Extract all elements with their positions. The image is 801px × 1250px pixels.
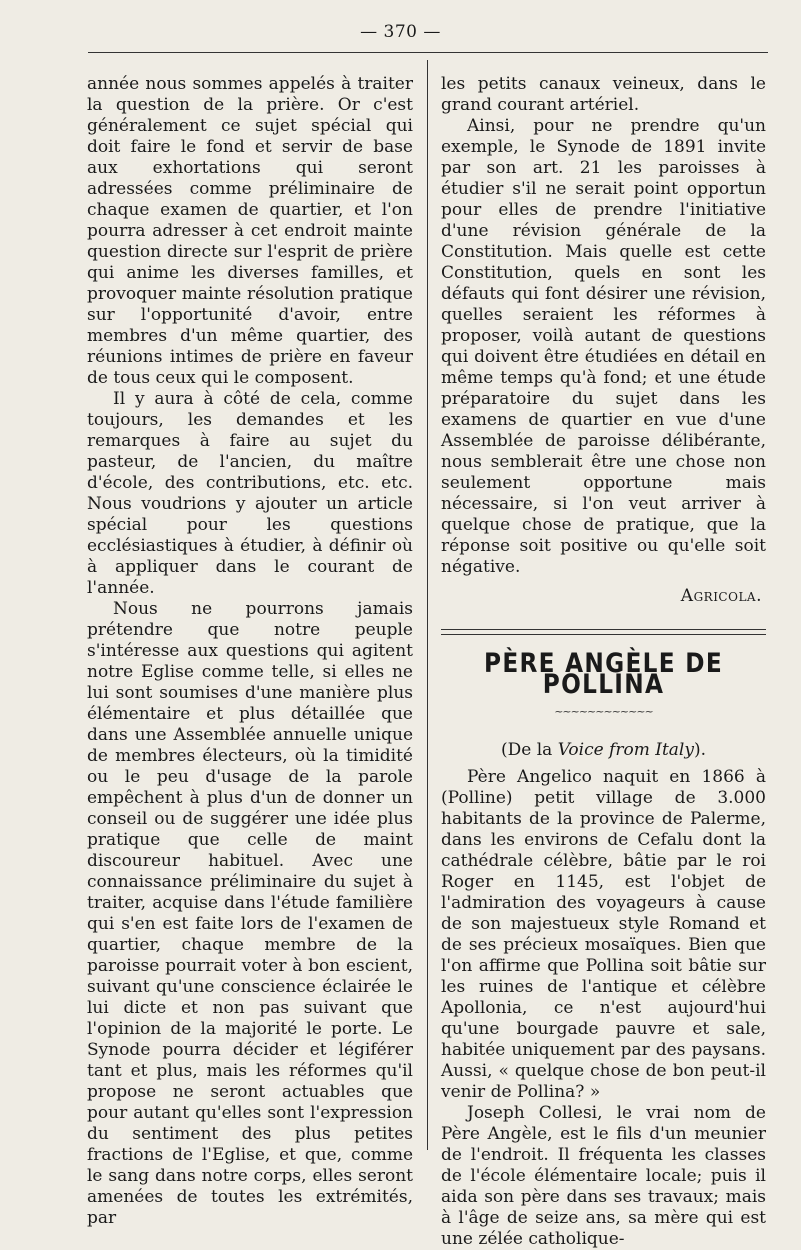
header-rule	[88, 52, 768, 53]
article-signature: Agricola.	[680, 586, 762, 606]
article-title: PÈRE ANGÈLE DE POLLINA	[484, 648, 723, 700]
left-paragraph-3: Nous ne pourrons jamais prétendre que notre peuple s'intéresse aux questions qui agitent notre Eglise comme telle, si elles ne lui sont soumises d'une manière plus élémentaire et plus détaillée que dans une Assemblée annuelle unique de membres électeurs, où la timidité ou le peu d'usage de la parole empêchent à plus d'un de donner un conseil ou de suggérer une idée plus pratique que celle de maint discoureur habituel. Avec une connaissance préliminaire du sujet à traiter, acquise dans l'étude familière qui s'en est faite lors de l'examen de quartier, chaque membre de la paroisse pourrait voter à bon escient, suivant qu'une conscience éclairée le lui dicte et non pas suivant que l'opinion de la majorité le porte. Le Synode pourra décider et légiférer tant et plus, mais les réformes qu'il propose ne seront actuables que pour autant qu'elles sont l'expression du sentiment des plus petites fractions de l'Eglise, et que, comme le sang dans notre corps, elles seront amenées de toutes les extrémités, par	[87, 599, 413, 1228]
right-continuation: les petits canaux veineux, dans le grand courant artériel.	[441, 74, 766, 115]
source-prefix: (De la	[500, 740, 558, 760]
article-separator	[441, 629, 766, 635]
left-paragraph-1: année nous sommes appelés à traiter la question de la prière. Or c'est généralement ce sujet spécial qui doit faire le fond et servir de base aux exhortations qui seront adressées comme préliminaire de chaque examen de quartier, et l'on pourra adresser à cet endroit mainte question directe sur l'esprit de prière qui anime les diverses familles, et provoquer mainte résolution pratique sur l'opportunité d'avoir, entre membres d'un même quartier, des réunions intimes de prière en faveur de tous ceux qui le composent.	[87, 74, 413, 388]
left-column	[87, 74, 413, 1229]
column-divider	[427, 60, 428, 1150]
source-name: Voice from Italy	[557, 740, 694, 760]
article-paragraph-1: Père Angelico naquit en 1866 à (Polline) petit village de 3.000 habitants de la province de Palerme, dans les environs de Cefalu dont la cathédrale célèbre, bâtie par le roi Roger en 1145, est l'objet de l'admiration des voyageurs à cause de son majestueux style Romand et de ses précieux mosaïques. Bien que l'on affirme que Pollina soit bâtie sur les ruines de l'antique et célèbre Apollonia, ce n'est aujourd'hui qu'une bourgade pauvre et sale, habitée uniquement par des paysans. Aussi, « quelque chose de bon peut-il venir de Pollina? »	[441, 767, 766, 1102]
article-source	[441, 740, 766, 761]
title-ornament: ~~~~~~~~~~~~	[554, 705, 653, 718]
right-column	[441, 74, 766, 1250]
source-suffix: ).	[693, 740, 707, 760]
right-paragraph-1: Ainsi, pour ne prendre qu'un exemple, le Synode de 1891 invite par son art. 21 les paroisses à étudier s'il ne serait point opportun pour elles de prendre l'initiative d'une révision générale de la Constitution. Mais quelle est cette Constitution, quels en sont les défauts qui font désirer une révision, quelles seraient les réformes à proposer, voilà autant de questions qui doivent être étudiées en détail en même temps qu'à fond; et une étude préparatoire du sujet dans les examens de quartier en vue d'une Assemblée de paroisse délibérante, nous semblerait être une chose non seulement opportune mais nécessaire, si l'on veut arriver à quelque chose de pratique, que la réponse soit positive ou qu'elle soit négative.	[441, 116, 766, 577]
article-paragraph-2: Joseph Collesi, le vrai nom de Père Angèle, est le fils d'un meunier de l'endroit. Il fréquenta les classes de l'école élémentaire locale; puis il aida son père dans ses travaux; mais à l'âge de seize ans, sa mère qui est une zélée catholique-	[441, 1103, 766, 1249]
page-number: — 370 —	[360, 22, 441, 42]
left-paragraph-2: Il y aura à côté de cela, comme toujours, les demandes et les remarques à faire au sujet du pasteur, de l'ancien, du maître d'école, des contributions, etc. etc. Nous voudrions y ajouter un article spécial pour les questions ecclésiastiques à étudier, à définir où à appliquer dans le courant de l'année.	[87, 389, 413, 598]
